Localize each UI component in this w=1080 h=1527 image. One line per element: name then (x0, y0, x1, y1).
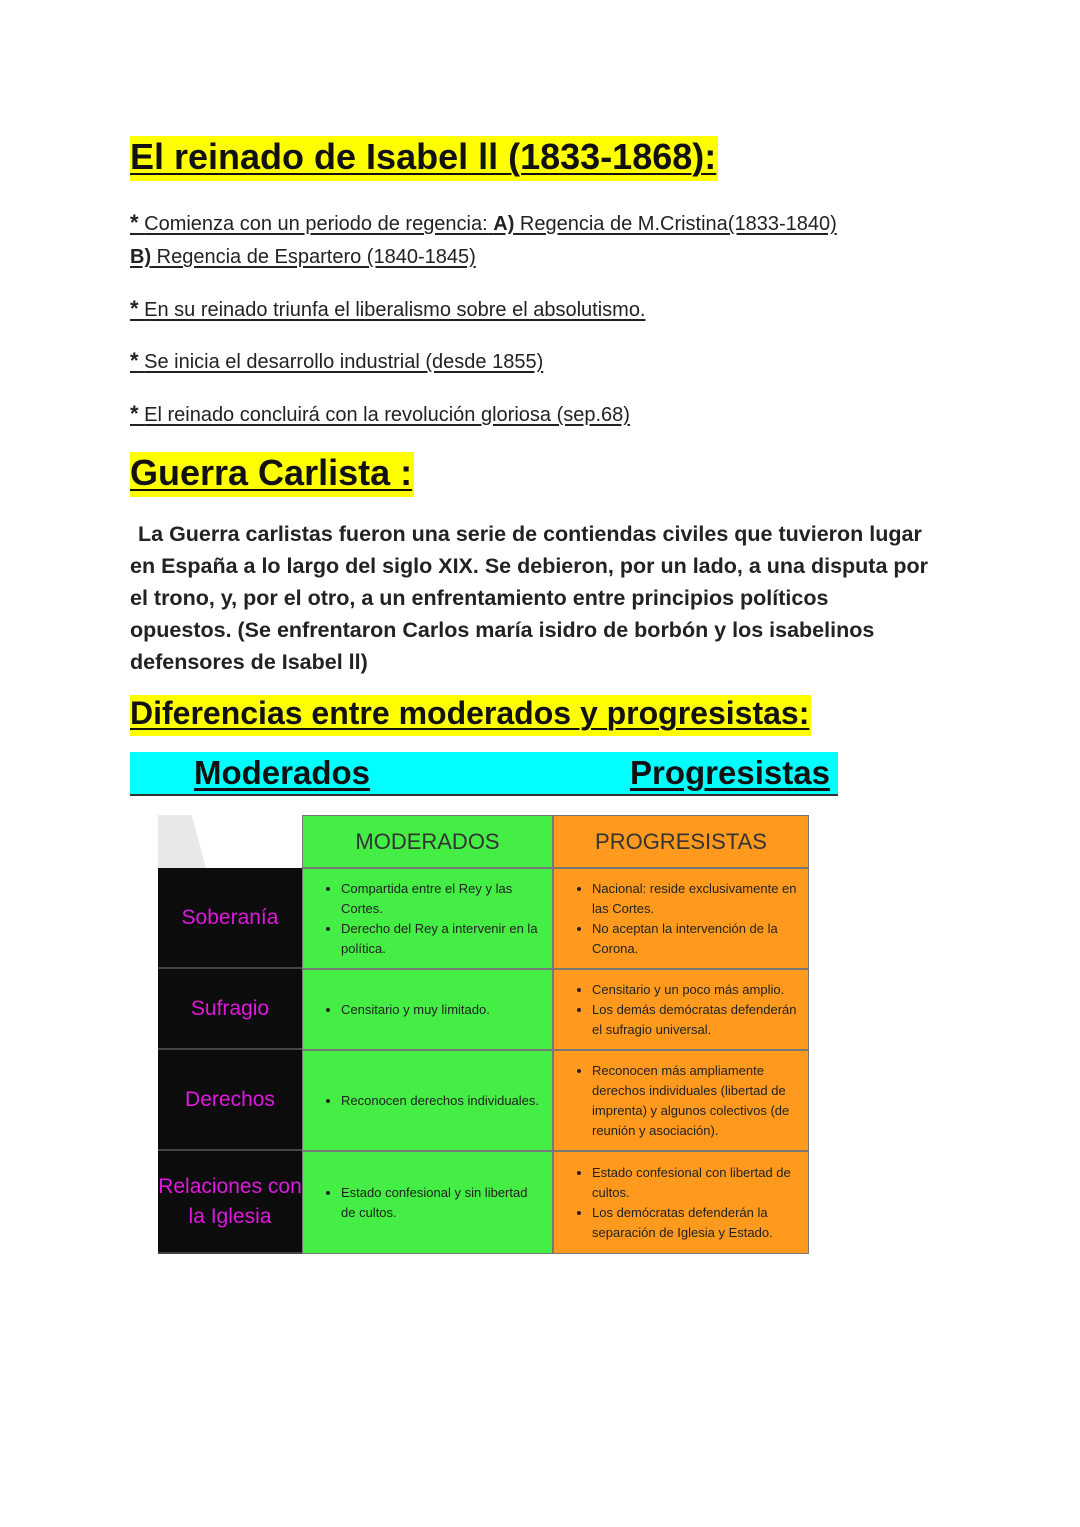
row-label-derechos: Derechos (158, 1050, 302, 1151)
cell-mod-sufragio (302, 969, 553, 1050)
list-item: • Censitario y muy limitado. (341, 1000, 490, 1020)
section-title-guerra-carlista: Guerra Carlista : (130, 452, 414, 497)
row-label-soberania: Soberanía (158, 868, 302, 969)
regencia-intro: Comienza con un periodo de regencia: (144, 213, 494, 235)
row-label-iglesia: Relaciones con la Iglesia (158, 1151, 302, 1254)
regencia-line-a (130, 210, 837, 236)
list-item: • Los demócratas defenderán la separación de Iglesia y Estado. (592, 1203, 802, 1243)
cell-mod-iglesia (302, 1151, 553, 1254)
point-industrial (130, 348, 543, 374)
point-liberalismo (130, 296, 646, 322)
cell-mod-soberania (302, 868, 553, 969)
table-header-progresistas: PROGRESISTAS (553, 815, 809, 868)
list-item: • Derecho del Rey a intervenir en la política. (341, 919, 544, 959)
cell-mod-derechos (302, 1050, 553, 1151)
list-item: • Los demás demócratas defenderán el sufragio universal. (592, 1000, 802, 1040)
list-item: • Estado confesional y sin libertad de cultos. (341, 1183, 544, 1223)
cell-pro-iglesia (553, 1151, 809, 1254)
list-item: • Reconocen derechos individuales. (341, 1091, 539, 1111)
bar-label-progresistas: Progresistas (630, 754, 830, 791)
point-industrial-text: Se inicia el desarrollo industrial (desde 1855) (144, 351, 544, 373)
list-item: • Nacional: reside exclusivamente en las Cortes. (592, 879, 802, 919)
point-revolucion-text: El reinado concluirá con la revolución gloriosa (sep.68) (144, 404, 630, 426)
section-title-reinado: El reinado de Isabel ll (1833-1868): (130, 136, 718, 181)
bullet-star: * (130, 348, 139, 373)
bar-label-moderados: Moderados (194, 754, 371, 791)
table-corner (158, 815, 302, 868)
section-title-diferencias: Diferencias entre moderados y progresistas: (130, 695, 811, 736)
bullet-star: * (130, 401, 139, 426)
regencia-cristina: Regencia de M.Cristina(1833-1840) (514, 213, 837, 235)
cell-pro-soberania (553, 868, 809, 969)
row-label-sufragio: Sufragio (158, 969, 302, 1050)
cell-pro-derechos (553, 1050, 809, 1151)
point-revolucion (130, 401, 630, 427)
regencia-line-b (130, 246, 476, 269)
list-item: • No aceptan la intervención de la Corona. (592, 919, 802, 959)
cell-pro-sufragio (553, 969, 809, 1050)
list-item: • Estado confesional con libertad de cultos. (592, 1163, 802, 1203)
list-item: • Compartida entre el Rey y las Cortes. (341, 879, 544, 919)
list-item: • Reconocen más ampliamente derechos individuales (libertad de imprenta) y algunos colectivos (de reunión y asociación). (592, 1061, 802, 1141)
table-header-moderados: MODERADOS (302, 815, 553, 868)
regencia-espartero: Regencia de Espartero (1840-1845) (151, 246, 476, 268)
comparison-table (158, 815, 809, 1254)
comparison-header-bar (130, 752, 838, 796)
bullet-star: * (130, 210, 139, 235)
bullet-star: * (130, 296, 139, 321)
point-liberalismo-text: En su reinado triunfa el liberalismo sobre el absolutismo. (144, 299, 646, 321)
guerra-carlista-paragraph: La Guerra carlistas fueron una serie de contiendas civiles que tuvieron lugar en España a lo largo del siglo XIX. Se debieron, por un lado, a una disputa por el trono, y, por el otro, a un enfrentamiento entre principios políticos opuestos. (Se enfrentaron Carlos maría isidro de borbón y los isabelinos defensores de Isabel ll) (130, 522, 929, 674)
label-b: B) (130, 246, 152, 268)
list-item: • Censitario y un poco más amplio. (592, 980, 802, 1000)
label-a: A) (493, 213, 515, 235)
